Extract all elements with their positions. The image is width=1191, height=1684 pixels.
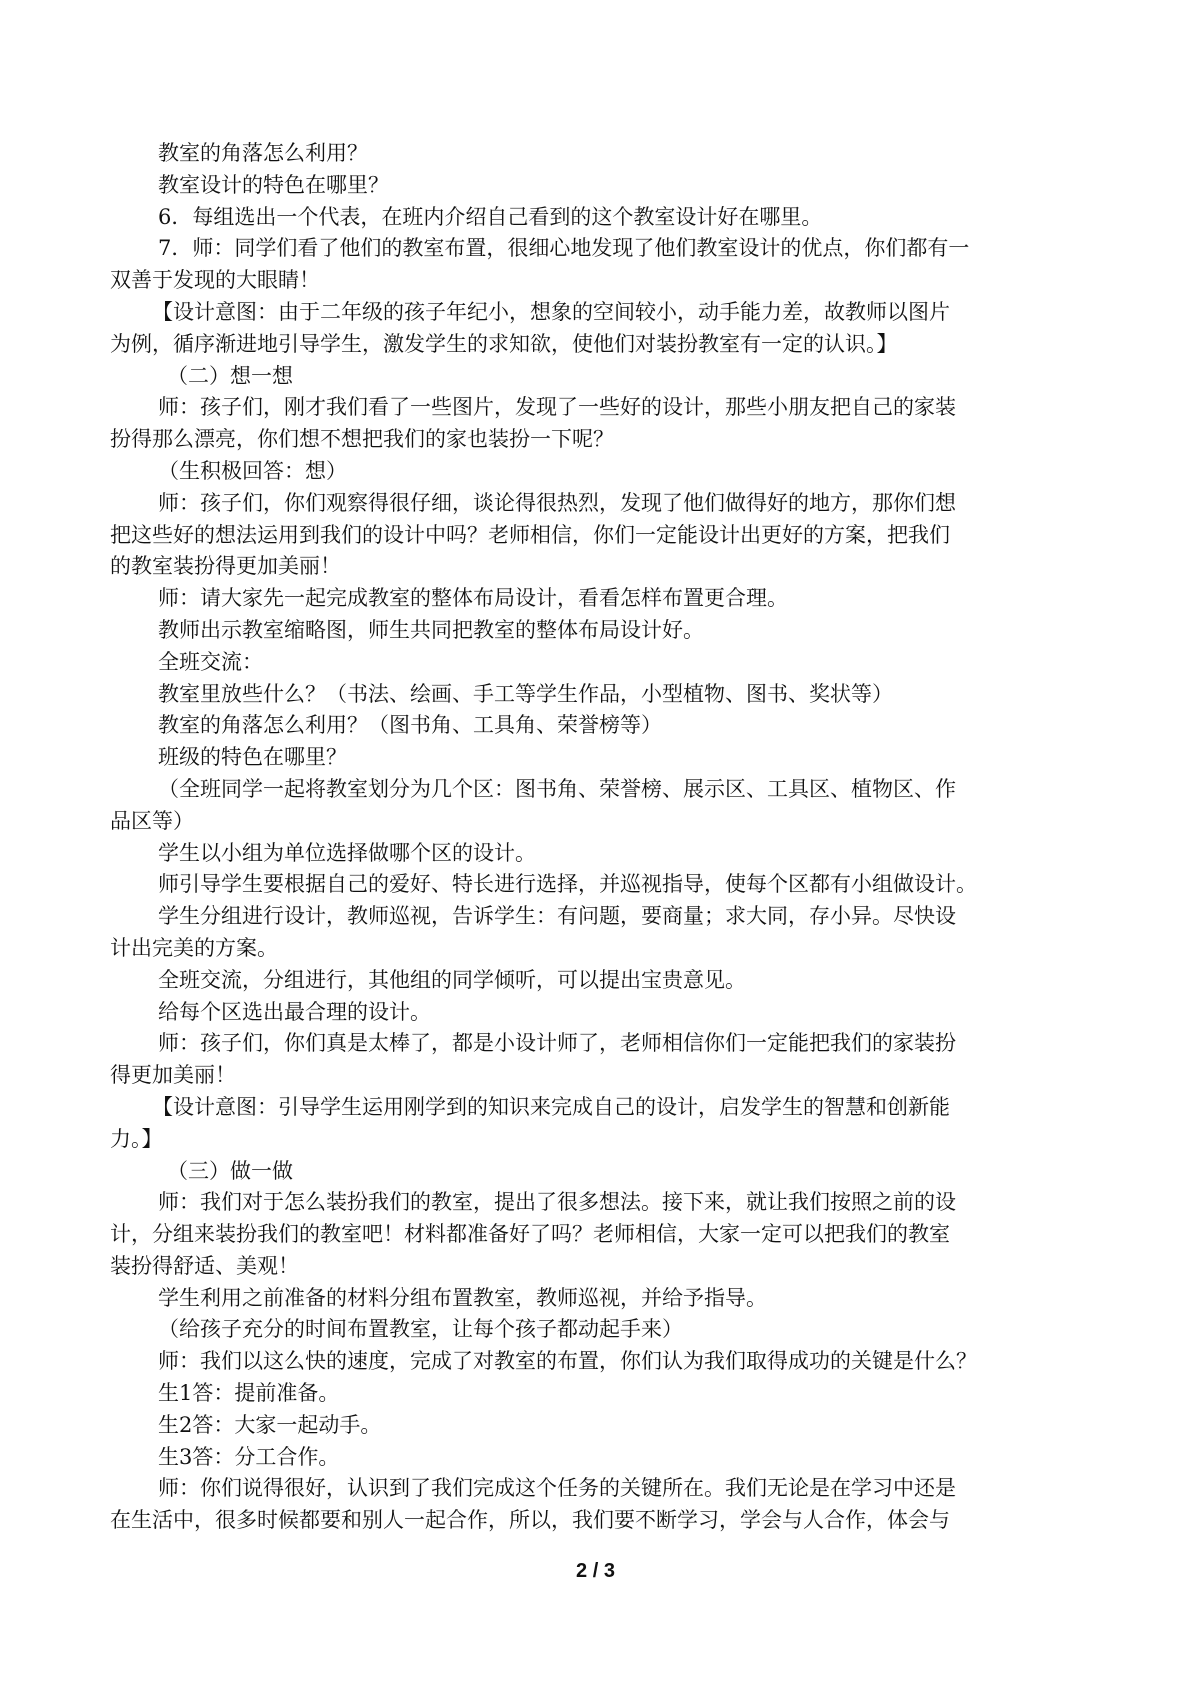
paragraph-line: 教室的角落怎么利用？ [158,141,368,165]
paragraph-line: 把这些好的想法运用到我们的设计中吗？老师相信，你们一定能设计出更好的方案，把我们 [110,522,950,547]
paragraph-line: 学生利用之前准备的材料分组布置教室，教师巡视，并给予指导。 [158,1285,767,1310]
paragraph-line: （全班同学一起将教室划分为几个区：图书角、荣誉榜、展示区、工具区、植物区、作 [158,776,956,801]
paragraph-line: 6．每组选出一个代表，在班内介绍自己看到的这个教室设计好在哪里。 [158,204,823,229]
design-intent-note: 【设计意图：由于二年级的孩子年纪小，想象的空间较小，动手能力差，故教师以图片 [152,299,950,324]
paragraph-line: 师引导学生要根据自己的爱好、特长进行选择，并巡视指导，使每个区都有小组做设计。 [158,872,977,897]
document-body [110,138,1080,1537]
paragraph-line: 师：请大家先一起完成教室的整体布局设计，看看怎样布置更合理。 [158,586,788,611]
paragraph-line: 生1答：提前准备。 [158,1381,340,1406]
paragraph-line: 全班交流： [158,649,263,674]
paragraph-line: 装扮得舒适、美观！ [110,1253,299,1278]
paragraph-line: 师：孩子们，刚才我们看了一些图片，发现了一些好的设计，那些小朋友把自己的家装 [158,395,956,420]
paragraph-line: 师：孩子们，你们观察得很仔细，谈论得很热烈，发现了他们做得好的地方，那你们想 [158,490,956,515]
paragraph-line: 双善于发现的大眼睛！ [110,268,320,293]
paragraph-line: 教室设计的特色在哪里？ [158,172,389,197]
paragraph-line: 计，分组来装扮我们的教室吧！材料都准备好了吗？老师相信，大家一定可以把我们的教室 [110,1222,950,1247]
design-intent-note: 为例，循序渐进地引导学生，激发学生的求知欲，使他们对装扮教室有一定的认识。】 [110,331,898,356]
paragraph-line: 生3答：分工合作。 [158,1444,340,1469]
paragraph-line: 扮得那么漂亮，你们想不想把我们的家也装扮一下呢？ [110,427,614,452]
paragraph-line: 7．师：同学们看了他们的教室布置，很细心地发现了他们教室设计的优点，你们都有一 [158,236,970,261]
paragraph-line: （给孩子充分的时间布置教室，让每个孩子都动起手来） [158,1317,683,1342]
paragraph-line: 学生分组进行设计，教师巡视，告诉学生：有问题，要商量；求大同，存小异。尽快设 [158,904,956,929]
paragraph-line: 师：孩子们，你们真是太棒了，都是小设计师了，老师相信你们一定能把我们的家装扮 [158,1031,956,1056]
paragraph-line: 班级的特色在哪里？ [158,745,347,770]
paragraph-line: （生积极回答：想） [158,458,347,483]
paragraph-line: 全班交流，分组进行，其他组的同学倾听，可以提出宝贵意见。 [158,967,746,992]
paragraph-line: 教室的角落怎么利用？（图书角、工具角、荣誉榜等） [158,713,662,738]
paragraph-line: 师：我们对于怎么装扮我们的教室，提出了很多想法。接下来，就让我们按照之前的设 [158,1190,956,1215]
paragraph-line: 的教室装扮得更加美丽！ [110,554,341,579]
section-heading: （三）做一做 [167,1158,293,1183]
paragraph-line: 师：我们以这么快的速度，完成了对教室的布置，你们认为我们取得成功的关键是什么？ [158,1349,977,1374]
page-number: 2 / 3 [576,1560,615,1582]
paragraph-line: 教师出示教室缩略图，师生共同把教室的整体布局设计好。 [158,617,704,642]
paragraph-line: 师：你们说得很好，认识到了我们完成这个任务的关键所在。我们无论是在学习中还是 [158,1476,956,1501]
paragraph-line: 教室里放些什么？（书法、绘画、手工等学生作品，小型植物、图书、奖状等） [158,681,893,706]
design-intent-note: 力。】 [110,1126,163,1151]
paragraph-line: 学生以小组为单位选择做哪个区的设计。 [158,840,536,865]
paragraph-line: 给每个区选出最合理的设计。 [158,999,431,1024]
section-heading: （二）想一想 [167,363,293,388]
paragraph-line: 得更加美丽！ [110,1063,236,1088]
paragraph-line: 计出完美的方案。 [110,935,278,960]
paragraph-line: 生2答：大家一起动手。 [158,1412,382,1437]
paragraph-line: 在生活中，很多时候都要和别人一起合作，所以，我们要不断学习，学会与人合作，体会与 [110,1508,950,1533]
paragraph-line: 品区等） [110,808,194,833]
design-intent-note: 【设计意图：引导学生运用刚学到的知识来完成自己的设计，启发学生的智慧和创新能 [152,1094,950,1119]
